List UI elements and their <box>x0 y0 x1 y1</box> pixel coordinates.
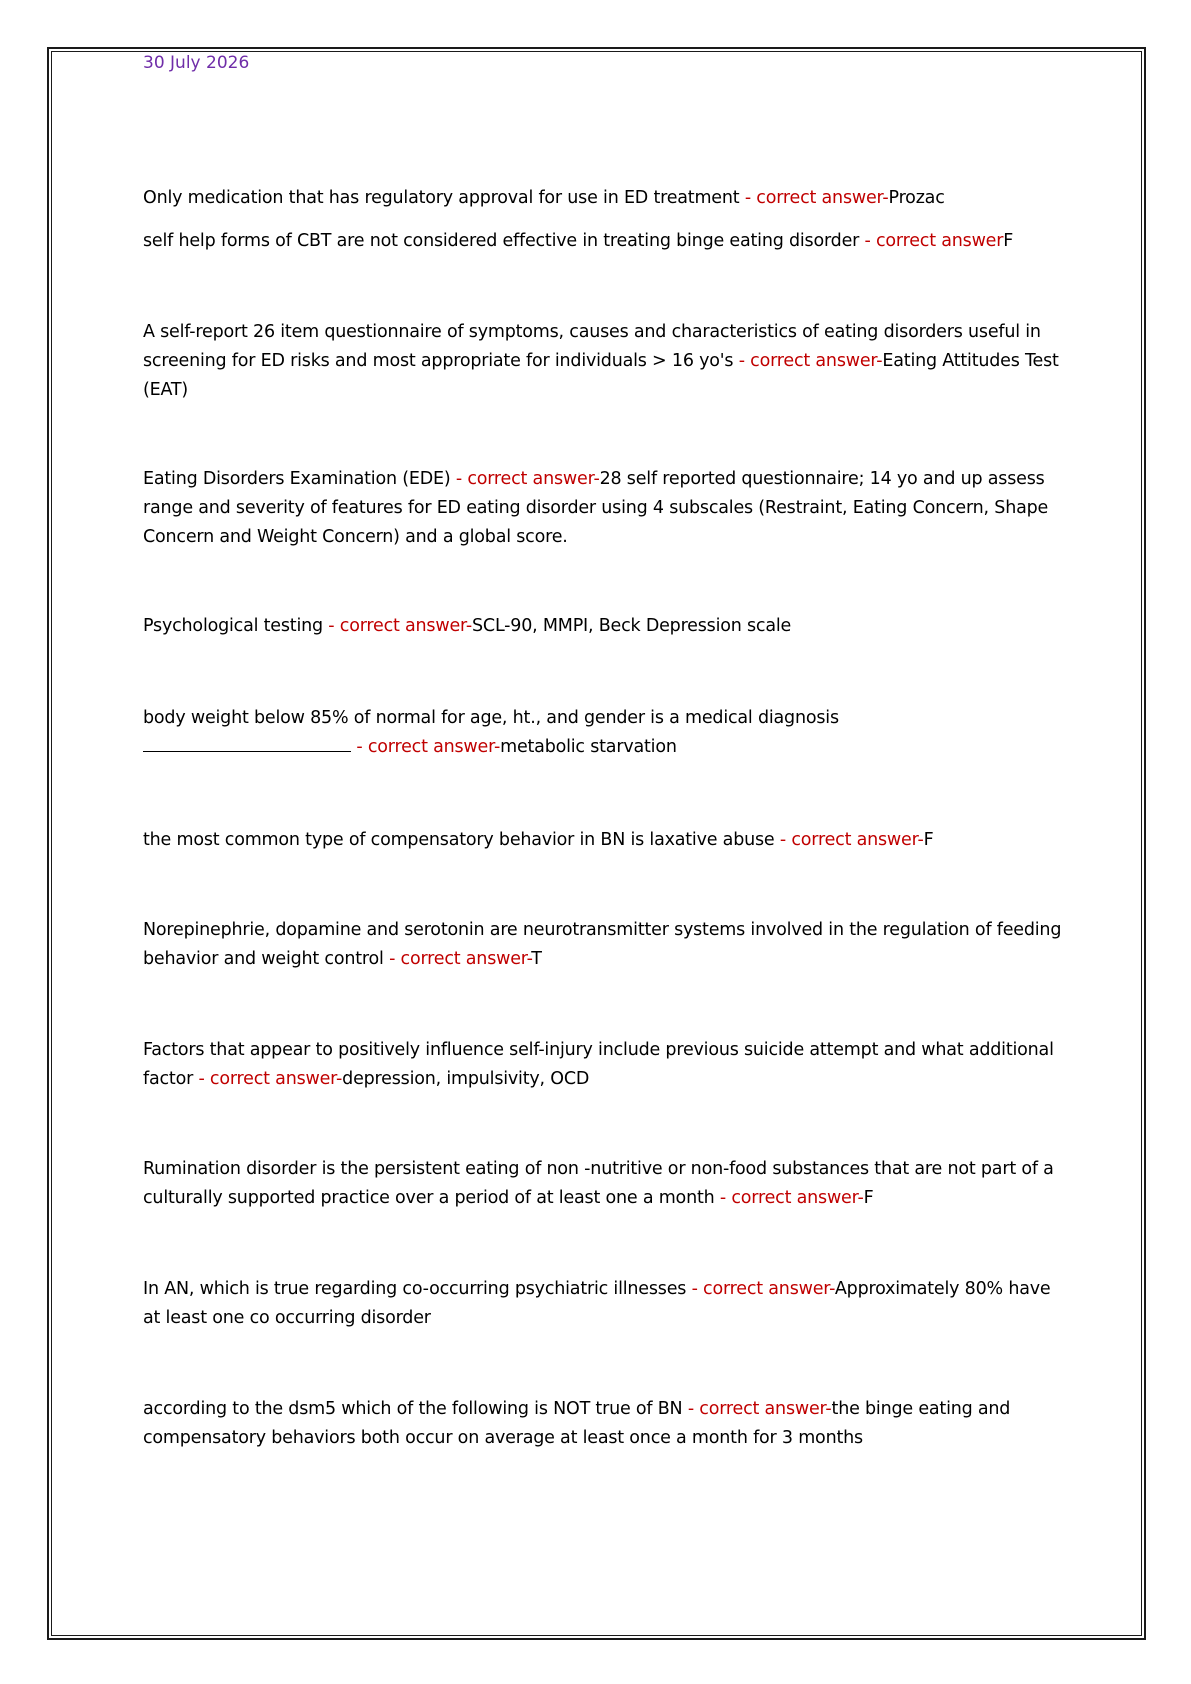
question-text: the most common type of compensatory behavior in BN is laxative abuse <box>143 830 775 850</box>
qa-item <box>143 465 1063 552</box>
answer-text: F <box>1003 231 1014 251</box>
answer-text: Approximately 80% have at least one co occurring disorder <box>143 1279 1051 1328</box>
answer-separator: - correct answer- <box>389 949 532 969</box>
qa-item <box>143 1155 1063 1213</box>
question-text: self help forms of CBT are not considered effective in treating binge eating disorder <box>143 231 860 251</box>
question-text: A self-report 26 item questionnaire of symptoms, causes and characteristics of eating disorders useful in screening for ED risks and most appropriate for individuals > 16 yo's <box>143 322 1041 371</box>
answer-text: Prozac <box>888 188 945 208</box>
answer-separator: - correct answer- <box>356 737 501 757</box>
qa-item <box>143 704 1063 762</box>
qa-item <box>143 612 1063 641</box>
question-text: body weight below 85% of normal for age, ht., and gender is a medical diagnosis <box>143 708 839 728</box>
answer-text: depression, impulsivity, OCD <box>342 1069 590 1089</box>
answer-separator: - correct answer- <box>687 1399 832 1419</box>
answer-separator: - correct answer- <box>328 616 473 636</box>
qa-item <box>143 916 1063 974</box>
qa-item <box>143 318 1063 405</box>
question-text: Eating Disorders Examination (EDE) <box>143 469 451 489</box>
answer-separator: - correct answer- <box>455 469 600 489</box>
answer-text: SCL-90, MMPI, Beck Depression scale <box>472 616 792 636</box>
question-text: Rumination disorder is the persistent eating of non -nutritive or non-food substances that are not part of a culturally supported practice over a period of at least one a month <box>143 1159 1054 1208</box>
answer-text: the binge eating and compensatory behaviors both occur on average at least once a month for 3 months <box>143 1399 1011 1448</box>
answer-text: 28 self reported questionnaire; 14 yo and up assess range and severity of features for ED eating disorder using 4 subscales (Restraint, Eating Concern, Shape Concern and Weight Concern) and a global score. <box>143 469 1049 547</box>
answer-separator: - correct answer- <box>691 1279 835 1299</box>
qa-item <box>143 826 1063 855</box>
answer-separator: - correct answer- <box>744 188 889 208</box>
answer-text: F <box>863 1188 874 1208</box>
question-text: Psychological testing <box>143 616 323 636</box>
answer-text: F <box>923 830 934 850</box>
answer-separator: - correct answer- <box>738 351 883 371</box>
question-text: In AN, which is true regarding co-occurring psychiatric illnesses <box>143 1279 687 1299</box>
qa-item <box>143 184 1063 213</box>
question-text: according to the dsm5 which of the following is NOT true of BN <box>143 1399 683 1419</box>
document-date: 30 July 2026 <box>143 53 250 73</box>
answer-separator: - correct answer- <box>779 830 924 850</box>
question-text: Only medication that has regulatory approval for use in ED treatment <box>143 188 740 208</box>
answer-text: Eating Attitudes Test (EAT) <box>143 351 1059 400</box>
answer-separator: - correct answer <box>864 231 1004 251</box>
qa-item <box>143 1395 1063 1453</box>
qa-item <box>143 1036 1063 1094</box>
qa-item <box>143 1275 1063 1333</box>
answer-text: T <box>531 949 542 969</box>
qa-item <box>143 227 1063 256</box>
answer-text: metabolic starvation <box>500 737 677 757</box>
answer-separator: - correct answer- <box>719 1188 864 1208</box>
question-text: Norepinephrie, dopamine and serotonin are neurotransmitter systems involved in the regulation of feeding behavior and weight control <box>143 920 1062 969</box>
question-text: Factors that appear to positively influence self-injury include previous suicide attempt and what additional factor <box>143 1040 1054 1089</box>
fill-in-blank <box>143 733 351 752</box>
answer-separator: - correct answer- <box>198 1069 343 1089</box>
